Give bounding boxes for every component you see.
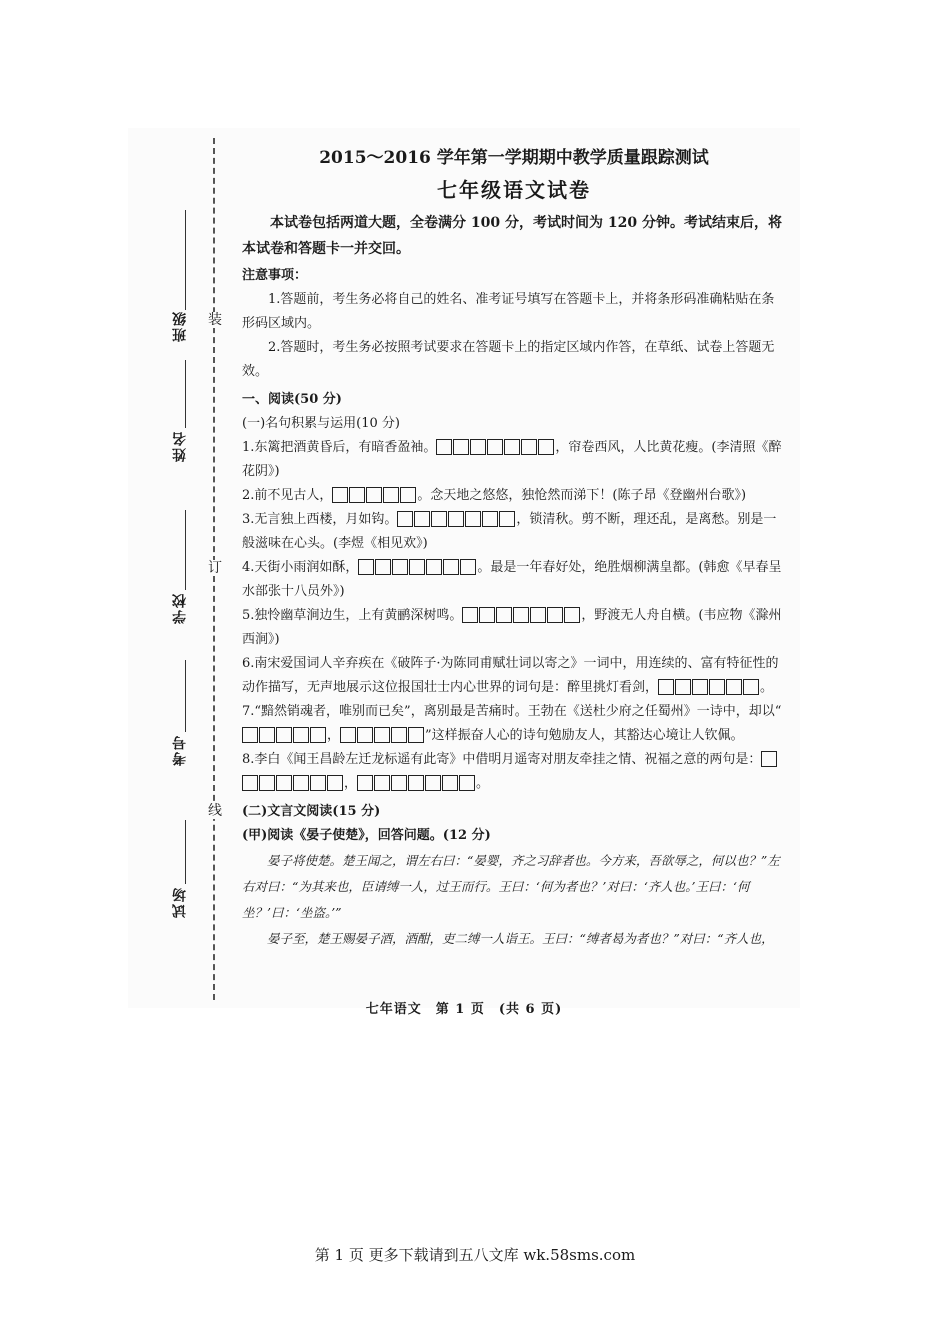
q5-prompt: 5.独怜幽草涧边生，上有黄鹂深树鸣。: [242, 608, 463, 623]
answer-boxes[interactable]: [436, 440, 555, 455]
exam-title: 2015～2016 学年第一学期期中教学质量跟踪测试: [319, 148, 709, 168]
answer-boxes[interactable]: [332, 488, 417, 503]
question-3: [242, 508, 786, 556]
section-quotes: (一)名句积累与运用(10 分): [242, 416, 400, 431]
q3-prompt: 3.无言独上西楼，月如钩。: [242, 512, 398, 527]
answer-boxes[interactable]: [462, 608, 581, 623]
question-5: [242, 604, 786, 652]
q2-rest: 。念天地之悠悠，独怆然而涕下！(陈子昂《登幽州台歌》): [417, 488, 747, 503]
exam-intro: 本试卷包括两道大题，全卷满分 100 分，考试时间为 120 分钟。考试结束后，将本试卷和答题卡一并交回。: [242, 215, 782, 257]
school-underline: [185, 510, 186, 590]
question-7: [242, 700, 786, 748]
q5-rest: ，野渡无人舟自横。(韦应物《滁州西涧》): [242, 608, 782, 647]
passage-paragraph-1: 晏子将使楚。楚王闻之，谓左右曰：“晏婴，齐之习辞者也。今方来，吾欲辱之，何以也？”左右对曰：“为其来也，臣请缚一人，过王而行。王曰：‘何为者也？’对曰：‘齐人也。’王曰：‘何坐？’曰：‘坐盗。’”: [242, 853, 780, 920]
section-classical-a: (甲)阅读《晏子使楚》，回答问题。(12 分): [242, 828, 491, 843]
answer-boxes[interactable]: [242, 728, 327, 743]
question-2: [242, 484, 786, 508]
q4-rest: 。最是一年春好处，绝胜烟柳满皇都。(韩愈《早春呈水部张十八员外》): [242, 560, 782, 599]
answer-boxes[interactable]: [340, 728, 425, 743]
question-4: [242, 556, 786, 604]
page-footer: 七年语文 第 1 页 (共 6 页): [365, 1002, 563, 1017]
class-label: 班级: [172, 310, 188, 342]
name-field[interactable]: [168, 360, 202, 470]
q8-rest: 。: [476, 776, 490, 791]
class-field[interactable]: [168, 210, 202, 350]
q2-prompt: 2.前不见古人，: [242, 488, 333, 503]
binding-mark-xian: 线: [208, 803, 222, 819]
class-underline: [185, 210, 186, 310]
exam-content: [242, 144, 786, 952]
answer-boxes[interactable]: [357, 776, 476, 791]
q3-rest: ，锁清秋。剪不断，理还乱，是离愁。别是一般滋味在心头。(李煜《相见欢》): [242, 512, 777, 551]
binding-mark-zhuang: 装: [208, 312, 222, 328]
name-label: 姓名: [172, 430, 188, 462]
q7-rest: ”这样振奋人心的诗句勉励友人，其豁达心境让人钦佩。: [425, 728, 744, 743]
q7-comma: ，: [327, 728, 341, 743]
q8-comma: ，: [344, 776, 358, 791]
q6-rest: 。: [760, 680, 774, 695]
answer-boxes[interactable]: [658, 680, 760, 695]
q8-prompt: 8.李白《闻王昌龄左迁龙标遥有此寄》中借明月遥寄对朋友牵挂之情、祝福之意的两句是：: [242, 752, 762, 767]
exam-room-label: 试场: [172, 886, 188, 918]
exam-number-field[interactable]: [168, 660, 202, 770]
question-6: [242, 652, 786, 700]
download-credit: 第 1 页 更多下载请到五八文库 wk.58sms.com: [314, 1246, 636, 1264]
section-reading: 一、阅读(50 分): [242, 392, 342, 407]
q1-prompt: 1.东篱把酒黄昏后，有暗香盈袖。: [242, 440, 437, 455]
name-underline: [185, 360, 186, 428]
exam-room-underline: [185, 820, 186, 884]
q4-prompt: 4.天街小雨润如酥，: [242, 560, 359, 575]
exam-room-field[interactable]: [168, 820, 202, 930]
answer-boxes[interactable]: [397, 512, 516, 527]
school-field[interactable]: [168, 510, 202, 630]
notes-heading: 注意事项：: [242, 268, 308, 283]
section-classical: (二)文言文阅读(15 分): [242, 804, 381, 819]
school-label: 学校: [172, 592, 188, 624]
note-1: 1.答题前，考生务必将自己的姓名、准考证号填写在答题卡上，并将条形码准确粘贴在条形码区域内。: [242, 292, 775, 331]
passage-paragraph-2: 晏子至，楚王赐晏子酒，酒酣，吏二缚一人诣王。王曰：“缚者曷为者也？”对曰：“齐人也，: [267, 931, 774, 946]
binding-mark-ding: 订: [208, 560, 222, 576]
exam-subtitle: 七年级语文试卷: [437, 178, 591, 202]
exam-number-label: 考号: [172, 734, 188, 766]
exam-number-underline: [185, 660, 186, 732]
q6-prompt: 6.南宋爱国词人辛弃疾在《破阵子·为陈同甫赋壮词以寄之》一词中，用连续的、富有特征性的动作描写，无声地展示这位报国壮士内心世界的词句是：醉里挑灯看剑，: [242, 656, 779, 695]
q7-prompt: 7.“黯然销魂者，唯别而已矣”，离别最是苦痛时。王勃在《送杜少府之任蜀州》一诗中，却以“: [242, 704, 782, 719]
note-2: 2.答题时，考生务必按照考试要求在答题卡上的指定区域内作答，在草纸、试卷上答题无效。: [242, 340, 775, 379]
question-8: [242, 748, 786, 796]
answer-boxes[interactable]: [358, 560, 477, 575]
question-1: [242, 436, 786, 484]
q1-rest: ，帘卷西风，人比黄花瘦。(李清照《醉花阴》): [242, 440, 782, 479]
